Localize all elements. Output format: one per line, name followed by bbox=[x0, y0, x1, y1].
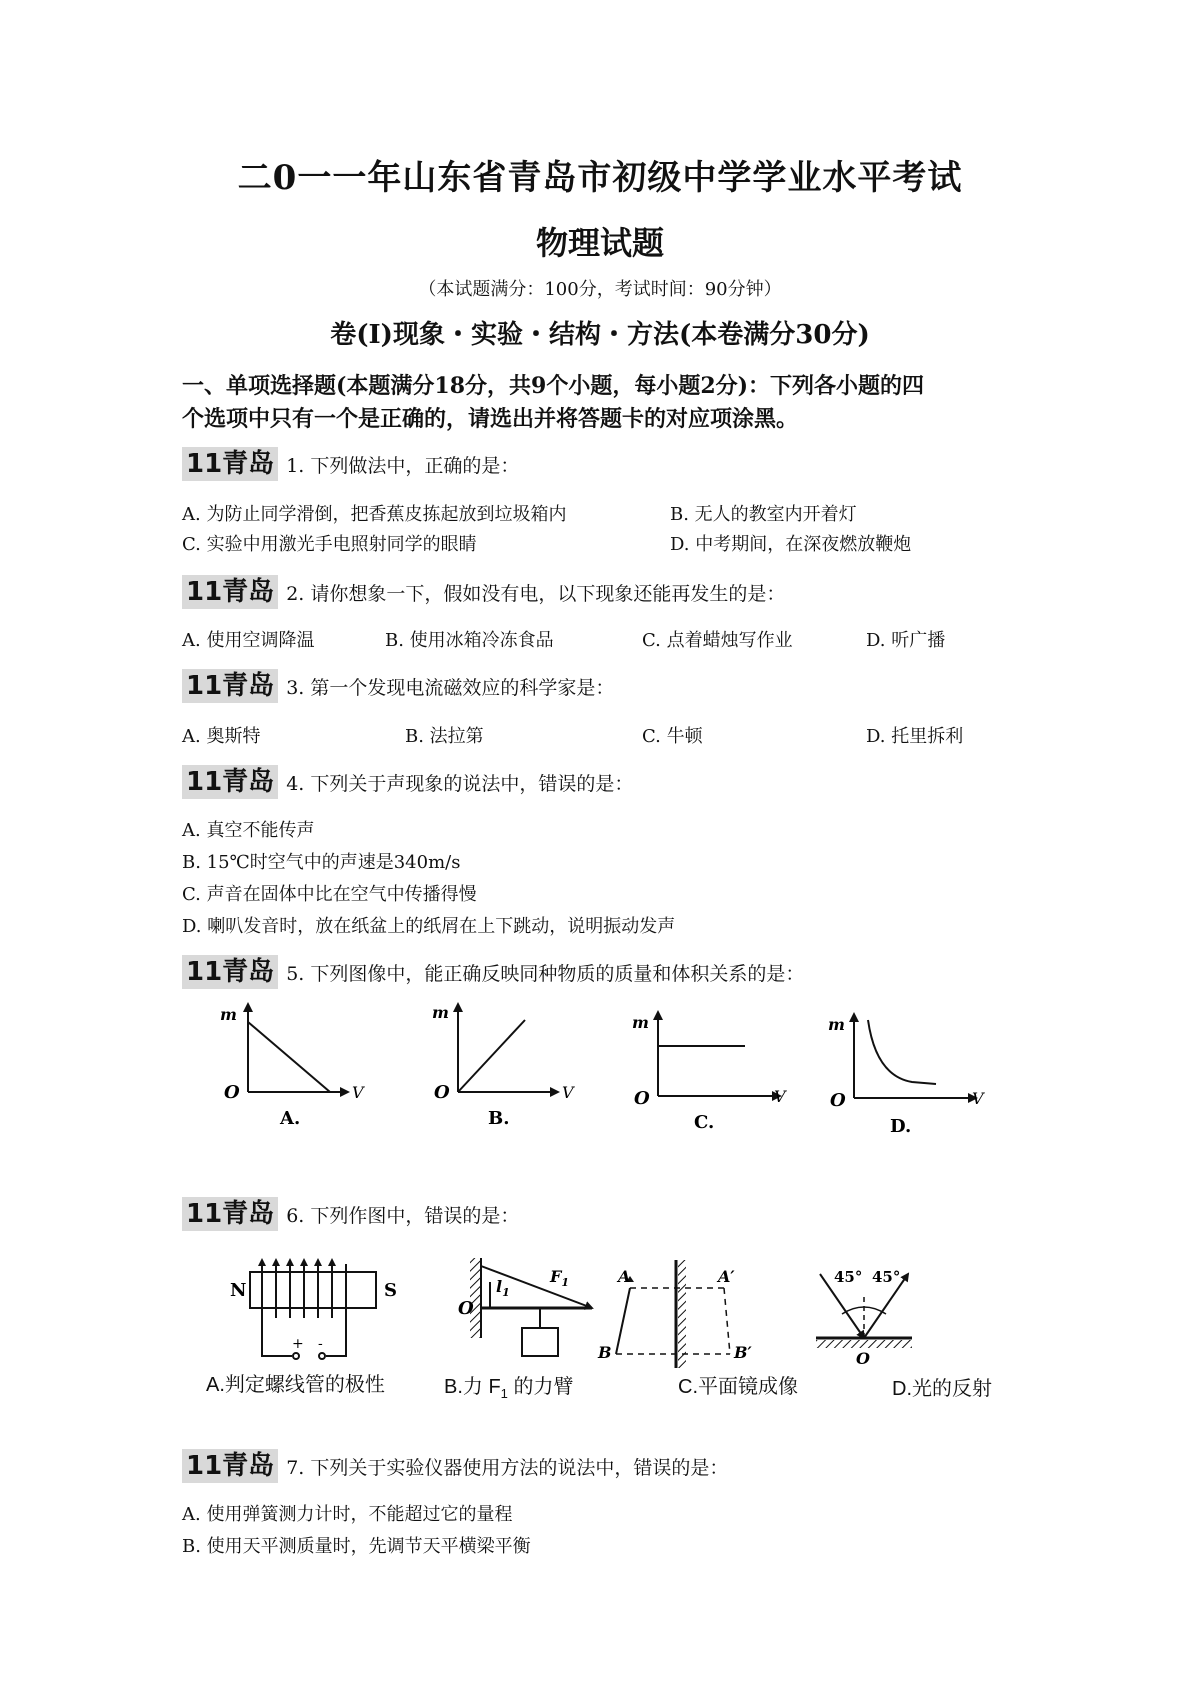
option-d: D. 托里拆利 bbox=[866, 726, 964, 747]
v-label: V bbox=[774, 1087, 786, 1106]
point-a-image-label: A′ bbox=[718, 1267, 735, 1286]
score-time-note: （本试题满分：100分，考试时间：90分钟） bbox=[418, 279, 782, 300]
graph-c bbox=[632, 1012, 787, 1133]
graph-a bbox=[220, 1004, 365, 1129]
origin-label: O bbox=[830, 1090, 846, 1111]
question-stem: 7. 下列关于实验仪器使用方法的说法中，错误的是： bbox=[286, 1456, 729, 1479]
option-a: A. 使用空调降温 bbox=[182, 630, 315, 651]
question-6 bbox=[182, 1196, 519, 1232]
source-tag: 11青岛 bbox=[182, 1197, 278, 1231]
origin-label: O bbox=[224, 1082, 240, 1103]
question-stem: 6. 下列作图中，错误的是： bbox=[286, 1204, 520, 1227]
arm-label: $l_1$ bbox=[496, 1277, 510, 1299]
pivot-label: O bbox=[458, 1298, 474, 1319]
point-b-image-label: B′ bbox=[734, 1343, 752, 1362]
figure-b-lever bbox=[458, 1258, 592, 1356]
option-c: C. 声音在固体中比在空气中传播得慢 bbox=[182, 884, 477, 905]
origin-label: O bbox=[434, 1082, 450, 1103]
section-line-2: 个选项中只有一个是正确的，请选出并将答题卡的对应项涂黑。 bbox=[182, 406, 799, 432]
graph-caption: C. bbox=[694, 1112, 715, 1133]
incidence-point-label: O bbox=[856, 1349, 870, 1368]
option-d: D. 喇叭发音时，放在纸盆上的纸屑在上下跳动，说明振动发声 bbox=[182, 916, 676, 937]
question-stem: 3. 第一个发现电流磁效应的科学家是： bbox=[286, 676, 615, 699]
question-2 bbox=[182, 574, 785, 610]
m-label: m bbox=[828, 1015, 845, 1034]
question-5 bbox=[182, 954, 804, 990]
source-tag: 11青岛 bbox=[182, 1449, 278, 1483]
figure-a-caption: A.判定螺线管的极性 bbox=[206, 1374, 385, 1396]
angle-right-label: 45° bbox=[872, 1268, 901, 1286]
point-b-label: B bbox=[598, 1343, 612, 1362]
question-3 bbox=[182, 668, 614, 704]
graph-b bbox=[432, 1003, 575, 1129]
figure-a-solenoid bbox=[230, 1258, 397, 1359]
question-7 bbox=[182, 1448, 728, 1484]
option-c: C. 实验中用激光手电照射同学的眼睛 bbox=[182, 534, 477, 555]
origin-label: O bbox=[634, 1088, 650, 1109]
figure-c-mirror bbox=[597, 1260, 753, 1368]
south-pole-label: S bbox=[384, 1280, 397, 1301]
force-label: $F_1$ bbox=[550, 1267, 570, 1289]
source-tag: 11青岛 bbox=[182, 669, 278, 703]
m-label: m bbox=[632, 1013, 649, 1032]
question-4 bbox=[182, 764, 633, 800]
question-stem: 1. 下列做法中，正确的是： bbox=[286, 454, 520, 477]
source-tag: 11青岛 bbox=[182, 575, 278, 609]
north-pole-label: N bbox=[230, 1280, 247, 1301]
option-c: C. 牛顿 bbox=[642, 726, 703, 747]
v-label: V bbox=[562, 1083, 574, 1102]
figure-d-reflection bbox=[816, 1268, 912, 1368]
option-b: B. 法拉第 bbox=[405, 726, 484, 747]
option-d: D. 中考期间，在深夜燃放鞭炮 bbox=[670, 534, 912, 555]
option-d: D. 听广播 bbox=[866, 630, 946, 651]
mass-volume-graphs bbox=[200, 1000, 1000, 1140]
question-stem: 5. 下列图像中，能正确反映同种物质的质量和体积关系的是： bbox=[286, 962, 805, 985]
source-tag: 11青岛 bbox=[182, 765, 278, 799]
option-a: A. 真空不能传声 bbox=[182, 820, 315, 841]
m-label: m bbox=[220, 1005, 237, 1024]
question-1 bbox=[182, 446, 519, 482]
option-c: C. 点着蜡烛写作业 bbox=[642, 630, 793, 651]
v-label: V bbox=[352, 1083, 364, 1102]
v-label: V bbox=[972, 1089, 984, 1108]
m-label: m bbox=[432, 1003, 449, 1022]
graph-caption: B. bbox=[488, 1108, 510, 1129]
section-instructions bbox=[182, 370, 1052, 436]
graph-d bbox=[828, 1014, 985, 1137]
source-tag: 11青岛 bbox=[182, 955, 278, 989]
graph-caption: D. bbox=[890, 1116, 912, 1137]
source-tag: 11青岛 bbox=[182, 447, 278, 481]
question-stem: 4. 下列关于声现象的说法中，错误的是： bbox=[286, 772, 634, 795]
option-b: B. 无人的教室内开着灯 bbox=[670, 504, 857, 525]
part-title: 卷(I)现象・实验・结构・方法(本卷满分30分) bbox=[330, 320, 870, 350]
point-a-label: A bbox=[618, 1267, 631, 1286]
question-stem: 2. 请你想象一下，假如没有电，以下现象还能再发生的是： bbox=[286, 582, 786, 605]
exam-title: 二0一一年山东省青岛市初级中学学业水平考试 bbox=[237, 158, 963, 198]
option-b: B. 使用冰箱冷冻食品 bbox=[385, 630, 554, 651]
figure-c-caption: C.平面镜成像 bbox=[678, 1376, 798, 1398]
graph-caption: A. bbox=[280, 1108, 301, 1129]
subject-title: 物理试题 bbox=[535, 224, 664, 262]
diagram-figures bbox=[200, 1252, 1020, 1382]
angle-left-label: 45° bbox=[834, 1268, 863, 1286]
figure-d-caption: D.光的反射 bbox=[892, 1378, 992, 1400]
option-b: B. 15℃时空气中的声速是340m/s bbox=[182, 852, 461, 873]
option-a: A. 为防止同学滑倒，把香蕉皮拣起放到垃圾箱内 bbox=[182, 504, 567, 525]
minus-terminal: - bbox=[318, 1336, 323, 1352]
section-line-1: 一、单项选择题(本题满分18分，共9个小题，每小题2分)：下列各小题的四 bbox=[182, 373, 925, 399]
figure-b-caption: B.力 $F_1$ 的力臂 bbox=[444, 1376, 574, 1401]
plus-terminal: + bbox=[292, 1336, 304, 1352]
option-a: A. 奥斯特 bbox=[182, 726, 261, 747]
option-b: B. 使用天平测质量时，先调节天平横梁平衡 bbox=[182, 1536, 531, 1557]
option-a: A. 使用弹簧测力计时，不能超过它的量程 bbox=[182, 1504, 513, 1525]
